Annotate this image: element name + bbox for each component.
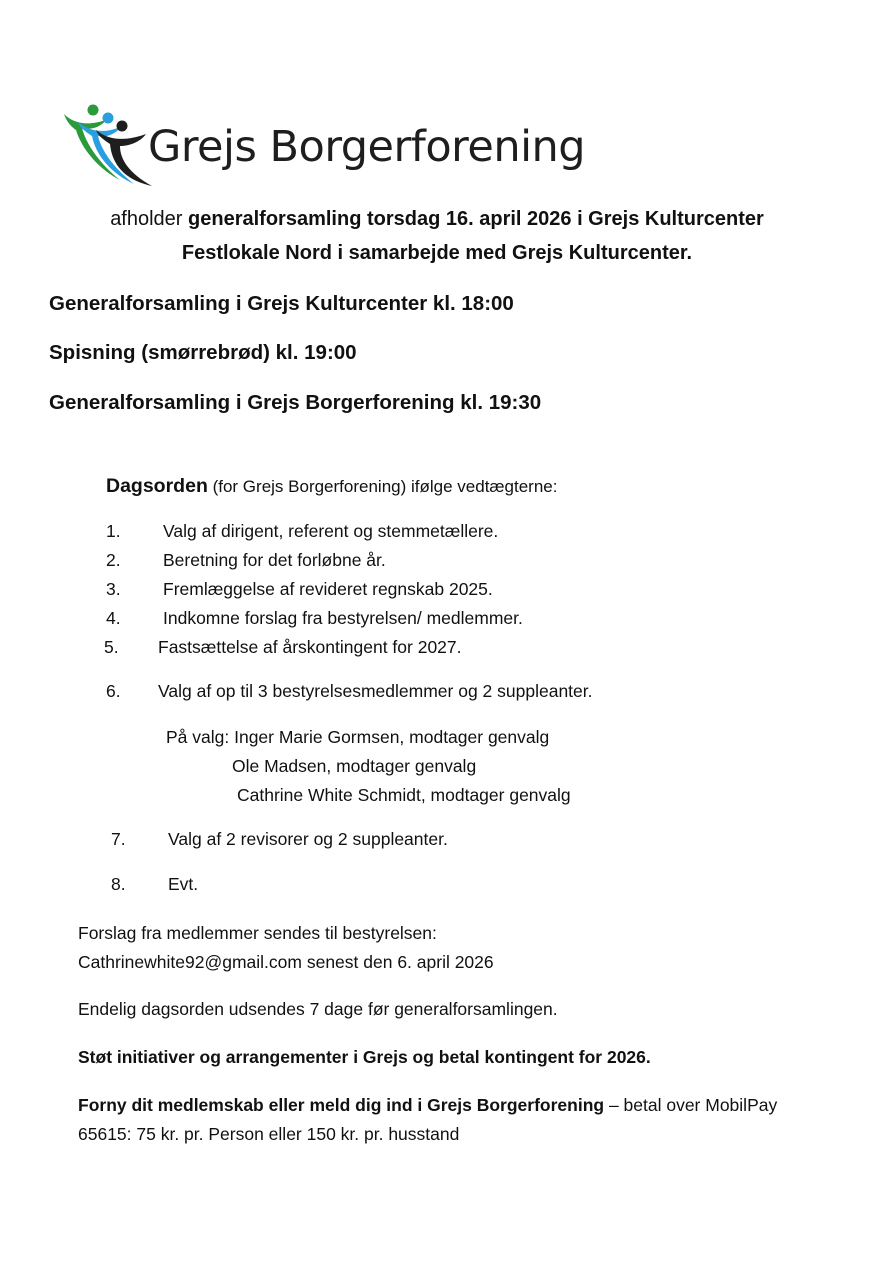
agenda-item-text: Evt. (168, 874, 199, 894)
schedule-item: Generalforsamling i Grejs Borgerforening kl. 19:30 (49, 391, 542, 414)
agenda-title: Dagsorden (106, 475, 208, 497)
intro-line-1 (0, 208, 874, 231)
agenda-heading (106, 475, 557, 498)
intro-venue: Festlokale Nord i samarbejde med Grejs Kulturcenter. (181, 242, 693, 264)
agenda-item-number: 5. (104, 637, 119, 657)
dancing-figures-logo-icon (60, 100, 160, 190)
membership-line-1 (78, 1095, 777, 1116)
agenda-item-number: 2. (106, 550, 121, 570)
membership-callout: Forny dit medlemskab eller meld dig ind i Grejs Borgerforening (78, 1095, 605, 1115)
logo (60, 100, 590, 190)
intro-prefix: afholder (110, 208, 189, 230)
agenda-item-number: 3. (106, 579, 121, 599)
agenda-item-text: Valg af op til 3 bestyrelsesmedlemmer og 2 suppleanter. (158, 681, 593, 701)
candidate-line: Ole Madsen, modtager genvalg (232, 756, 477, 776)
schedule-item: Spisning (smørrebrød) kl. 19:00 (49, 341, 357, 364)
final-agenda-note: Endelig dagsorden udsendes 7 dage før generalforsamlingen. (78, 999, 558, 1019)
agenda-item-text: Valg af 2 revisorer og 2 suppleanter. (168, 829, 448, 849)
intro-line-2 (0, 242, 874, 265)
agenda-item-number: 7. (111, 829, 126, 849)
agenda-item-text: Fremlæggelse af revideret regnskab 2025. (163, 579, 493, 599)
candidate-line: Cathrine White Schmidt, modtager genvalg (237, 785, 571, 805)
candidate-line: På valg: Inger Marie Gormsen, modtager genvalg (166, 727, 550, 747)
agenda-subtitle: (for Grejs Borgerforening) ifølge vedtægterne: (207, 477, 558, 496)
agenda-item-text: Beretning for det forløbne år. (163, 550, 386, 570)
proposals-email-deadline: Cathrinewhite92@gmail.com senest den 6. april 2026 (78, 952, 494, 972)
intro-event-details: generalforsamling torsdag 16. april 2026 i Grejs Kulturcenter (188, 208, 764, 230)
agenda-item-text: Valg af dirigent, referent og stemmetællere. (163, 521, 499, 541)
agenda-item-number: 1. (106, 521, 121, 541)
support-callout: Støt initiativer og arrangementer i Grejs og betal kontingent for 2026. (78, 1047, 651, 1067)
agenda-item-number: 6. (106, 681, 121, 701)
agenda-item-number: 4. (106, 608, 121, 628)
membership-payment: – betal over MobilPay (604, 1095, 778, 1115)
agenda-item-number: 8. (111, 874, 126, 894)
logo-wordmark: Grejs Borgerforening (148, 122, 586, 172)
agenda-item-text: Fastsættelse af årskontingent for 2027. (158, 637, 462, 657)
proposals-instruction: Forslag fra medlemmer sendes til bestyrelsen: (78, 923, 437, 943)
schedule-item: Generalforsamling i Grejs Kulturcenter kl. 18:00 (49, 292, 514, 315)
agenda-item-text: Indkomne forslag fra bestyrelsen/ medlemmer. (163, 608, 523, 628)
membership-prices: 65615: 75 kr. pr. Person eller 150 kr. pr. husstand (78, 1124, 460, 1144)
